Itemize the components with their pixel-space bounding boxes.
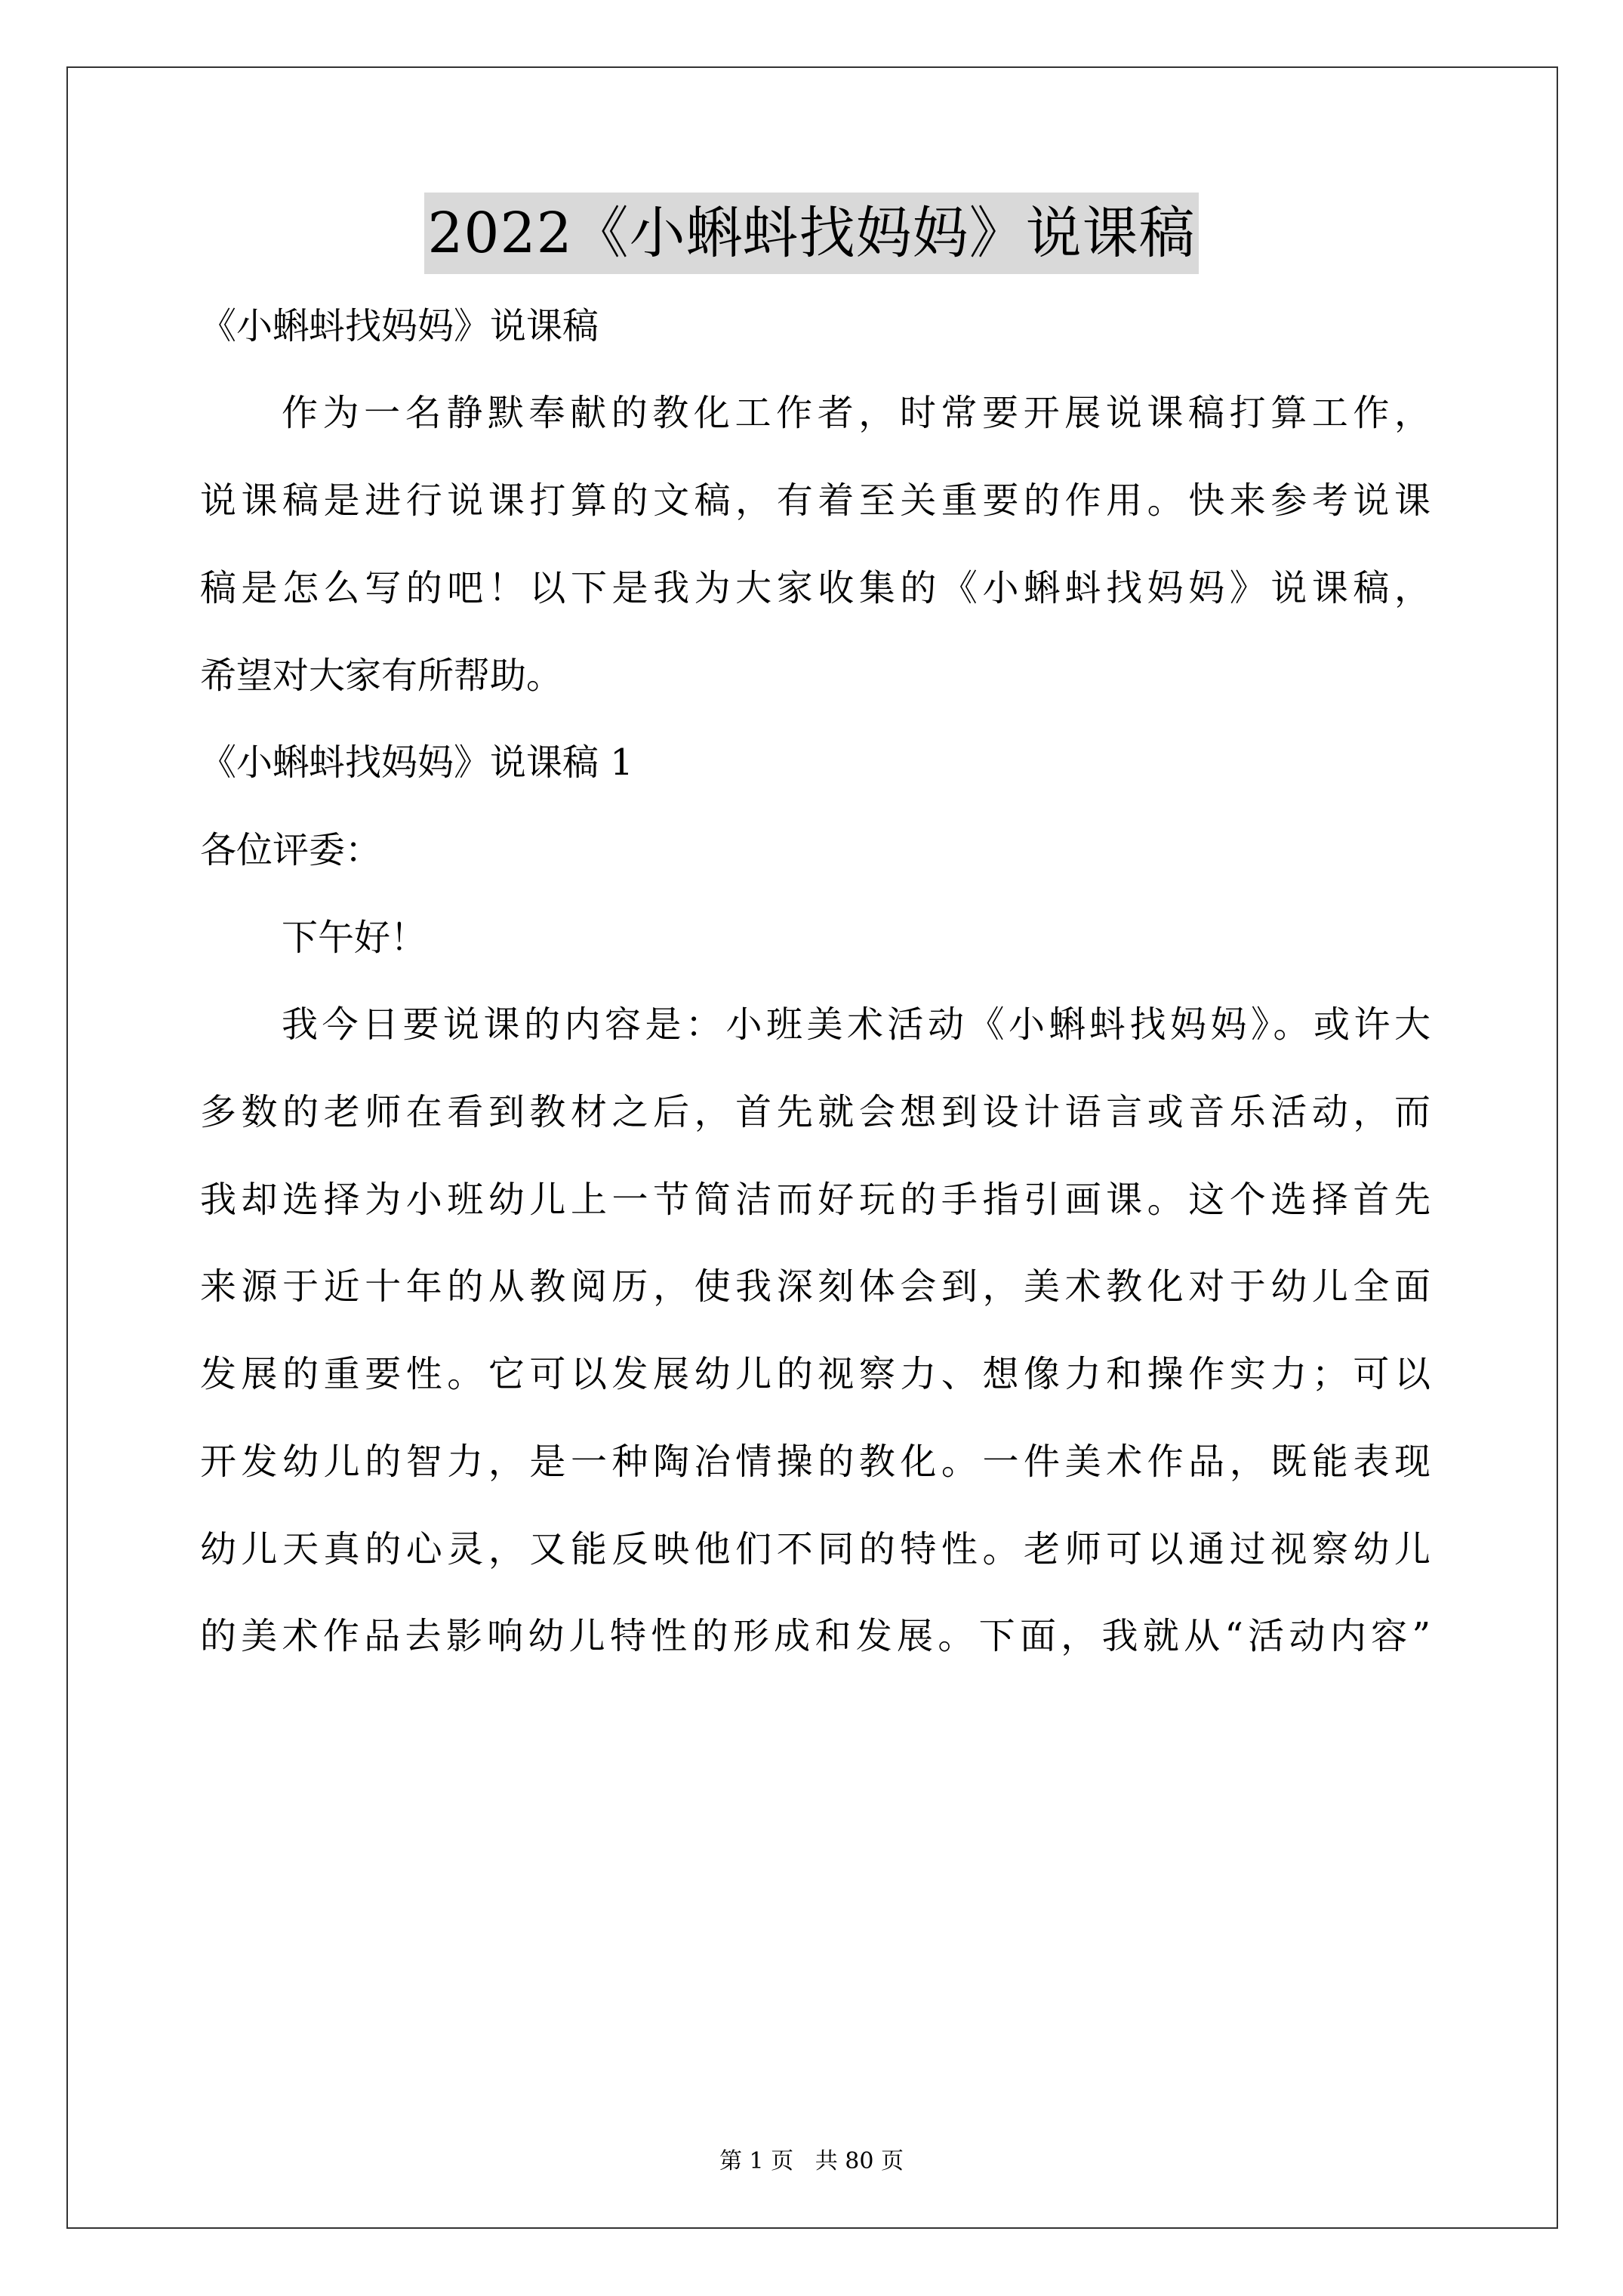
paragraph-line: 发展的重要性。它可以发展幼儿的视察力、想像力和操作实力；可以 (200, 1353, 1431, 1395)
paragraph-line: 作为一名静默奉献的教化工作者，时常要开展说课稿打算工作， (282, 392, 1431, 434)
greeting-line: 下午好！ (282, 917, 427, 959)
paragraph-line: 的美术作品去影响幼儿特性的形成和发展。下面，我就从“活动内容” (200, 1615, 1431, 1657)
paragraph-line: 多数的老师在看到教材之后，首先就会想到设计语言或音乐活动，而 (200, 1091, 1431, 1133)
paragraph-line: 来源于近十年的从教阅历，使我深刻体会到，美术教化对于幼儿全面 (200, 1265, 1431, 1308)
paragraph-line: 我今日要说课的内容是：小班美术活动《小蝌蚪找妈妈》。或许大 (282, 1003, 1431, 1046)
paragraph-line: 我却选择为小班幼儿上一节简洁而好玩的手指引画课。这个选择首先 (200, 1179, 1431, 1221)
salutation-line: 各位评委： (200, 829, 382, 871)
paragraph-line: 幼儿天真的心灵，又能反映他们不同的特性。老师可以通过视察幼儿 (200, 1528, 1431, 1570)
page-number-footer: 第 1 页 共 80 页 (719, 2148, 904, 2174)
paragraph-line: 说课稿是进行说课打算的文稿，有着至关重要的作用。快来参考说课 (200, 479, 1431, 522)
section-heading-line: 《小蝌蚪找妈妈》说课稿 1 (200, 741, 633, 784)
heading-line: 《小蝌蚪找妈妈》说课稿 (200, 305, 599, 347)
paragraph-line: 希望对大家有所帮助。 (200, 655, 563, 697)
paragraph-line: 开发幼儿的智力，是一种陶冶情操的教化。一件美术作品，既能表现 (200, 1441, 1431, 1483)
title-container (0, 193, 1623, 274)
paragraph-line: 稿是怎么写的吧！以下是我为大家收集的《小蝌蚪找妈妈》说课稿， (200, 567, 1431, 609)
document-title: 2022《小蝌蚪找妈妈》说课稿 (424, 193, 1198, 274)
